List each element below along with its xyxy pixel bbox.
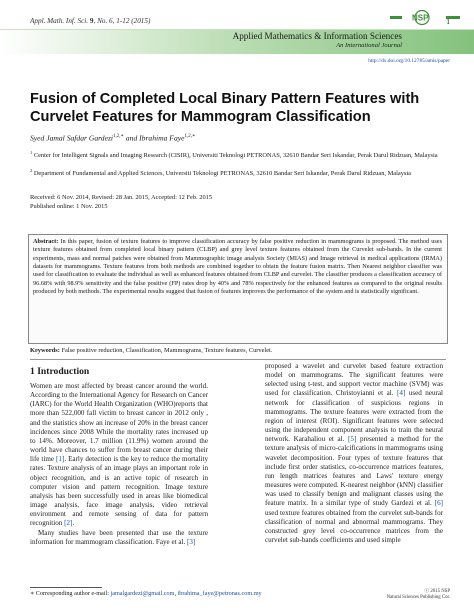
citation-link[interactable]: [2] <box>64 519 73 528</box>
paragraph-text: . Early detection is the key to reduce the mortality rates. Texture analysis of an image plays an important role in object recognition, and is an active topic of research in computer vision and pattern recognition. Image texture analysis has been successfully used in areas like biomedical image analysis, face image analysis, video retrieval environment and remote sensing of data for pattern recognition <box>30 455 209 528</box>
copyright-line-2: Natural Sciences Publishing Cor. <box>386 595 450 600</box>
abstract-label: Abstract: <box>33 238 59 245</box>
footnote <box>30 590 262 597</box>
paragraph-text: Women are most affected by breast cancer around the world. According to the International Agency for Research on Cancer (IARC) for the World Health Organization (WHO)reports that more than 522,000 fall victim to breast cancer in 2012 only , and the statistics show an increase of 20% in the breast cancer incidences since 2008 While the mortality rates increased up to 14%. Moreover, 1.7 million (11.9%) women around the world have chances to suffer from breast cancer during their life time <box>30 382 208 464</box>
journal-subtitle: An International Journal <box>336 42 402 49</box>
doi-link[interactable]: http://dx.doi.org/10.12785/amis/paper <box>368 58 450 64</box>
paragraph-text: Many studies have been presented that use the texture information for mammogram classification. Faye et al. <box>30 528 208 546</box>
author-2-sup: 1,2,∗ <box>184 134 196 139</box>
dates <box>30 194 212 211</box>
affiliation-1-num: 1 <box>30 150 33 155</box>
journal-name: Applied Mathematics & Information Sciences <box>232 31 402 41</box>
left-column <box>30 382 208 547</box>
keywords <box>30 347 450 354</box>
paragraph-text: . <box>72 519 75 528</box>
paragraph-text: presented a method for the texture analysis of micro-calcifications in mammograms using wavelet decomposition. Four types of texture features that include first order statistics, co-occurrence matrices features, run length matrices features and Laws' texture energy measures were computed. K-nearest neighbor (kNN) classifier was used to classify benign and malignant classes using the feature matrix. In a similar type of study Gardezi et al. <box>265 435 443 508</box>
footnote-rule <box>30 587 102 588</box>
footnote-separator: , <box>174 590 177 597</box>
citation-link[interactable]: [4] <box>397 389 406 398</box>
citation-link[interactable]: [6] <box>434 499 443 508</box>
paragraph <box>265 362 443 545</box>
running-head-volume: 9 <box>89 17 94 25</box>
logo-text: NSP <box>412 13 429 23</box>
paragraph <box>30 382 208 529</box>
copyright-line-1: ⓒ 2015 NSP <box>424 589 450 594</box>
footnote-label: ∗ Corresponding author e-mail: <box>30 590 109 597</box>
citation-link[interactable]: [5] <box>348 435 357 444</box>
dates-published: Published online: 1 Nov. 2015 <box>30 202 108 210</box>
author-2: Ibrahima Faye <box>139 133 185 143</box>
abstract <box>33 238 442 296</box>
paragraph-text: used texture features obtained from the curvelet sub-bands for classification of normal and abnormal mammograms. They constructed grey level co-occurrence matrices from the curvelet sub-bands coefficients and used simple <box>265 508 443 544</box>
affiliation-2 <box>30 167 450 179</box>
section-divider <box>30 359 446 360</box>
section-heading: 1 Introduction <box>30 366 90 377</box>
running-head <box>30 17 150 25</box>
running-head-prefix: Appl. Math. Inf. Sci. <box>30 17 89 25</box>
paper-title: Fusion of Completed Local Binary Pattern Features with Curvelet Features for Mammogram Classification <box>30 91 420 125</box>
email-link[interactable]: ibrahima_faye@petronas.com.my <box>177 590 262 597</box>
author-line <box>30 133 195 143</box>
affiliation-1-text: Center for Intelligent Signals and Imaging Research (CISIR), Universiti Teknologi PETRONAS, 32610 Bandar Seri Iskandar, Perak Darul Ridzuan, Malaysia <box>33 152 438 160</box>
running-head-suffix: , No. 6, 1-12 (2015) <box>93 17 151 25</box>
author-1: Syed Jamal Safdar Gardezi <box>30 133 114 143</box>
author-and: and <box>125 133 138 143</box>
keywords-text: False positive reduction, Classification, Mammograms, Texture features, Curvelet. <box>61 347 273 354</box>
abstract-text: In this paper, fusion of texture features to improve classification accuracy by false positive reduction in mammograms is proposed. The method uses texture features obtained from completed local binary pattern (CLBP) and grey level texture features obtained from the Curvelet sub-bands. In the current experiments, mass and normal patches were obtained from Mammographic image analysis Society (MIAS) and Image retrieval in medical applications (IRMA) datasets for mammograms. Texture features from both methods are combined together to obtain the feature fusion matrix. Then Nearest neighbor classifier was used for classification to evaluate the individual as well as enhanced features obtained from CLBP and curvelet. The classifier produces a classification accuracy of 96.68% with 98.9% sensitivity and the false positive (FP) rates drop by 40% and 78% respectively for the enhanced features as compared to the original results produced by both methods. The experimental results suggest that fusion of features improves the performance of the system and is statistically significant. <box>33 238 443 296</box>
affiliation-1 <box>30 149 450 161</box>
citation-link[interactable]: [1] <box>56 455 65 464</box>
email-link[interactable]: jamalgardezi@gmail.com <box>110 590 175 597</box>
paragraph-text: proposed a wavelet and curvelet based feature extraction model on mammograms. The significant features were selected using t-test, and support vector machine (SVM) was used for classification. Christoyianni et al. <box>265 362 443 398</box>
page-number: 1 <box>446 17 450 26</box>
citation-link[interactable]: [3] <box>187 537 196 546</box>
right-column <box>265 362 443 545</box>
keywords-label: Keywords: <box>30 347 60 354</box>
paragraph-text: used neural network for classification of suspicious regions in mammograms. The texture features were extracted from the region of interest (ROI). Significant features were selected using the independent component analysis to train the neural network. Karahaliou et al. <box>265 389 443 444</box>
affiliation-2-text: Department of Fundamental and Applied Sciences, Universiti Teknologi PETRONAS, 32610 Bandar Seri Iskandar, Perak Darul Ridzuan, Malaysia <box>33 170 412 178</box>
affiliation-2-num: 2 <box>30 168 33 173</box>
author-1-sup: 1,2,∗ <box>113 134 124 139</box>
dates-received: Received: 6 Nov. 2014, Revised: 28 Jan. 2015, Accepted: 12 Feb. 2015 <box>30 194 213 201</box>
copyright <box>387 589 450 601</box>
paragraph <box>30 529 208 547</box>
